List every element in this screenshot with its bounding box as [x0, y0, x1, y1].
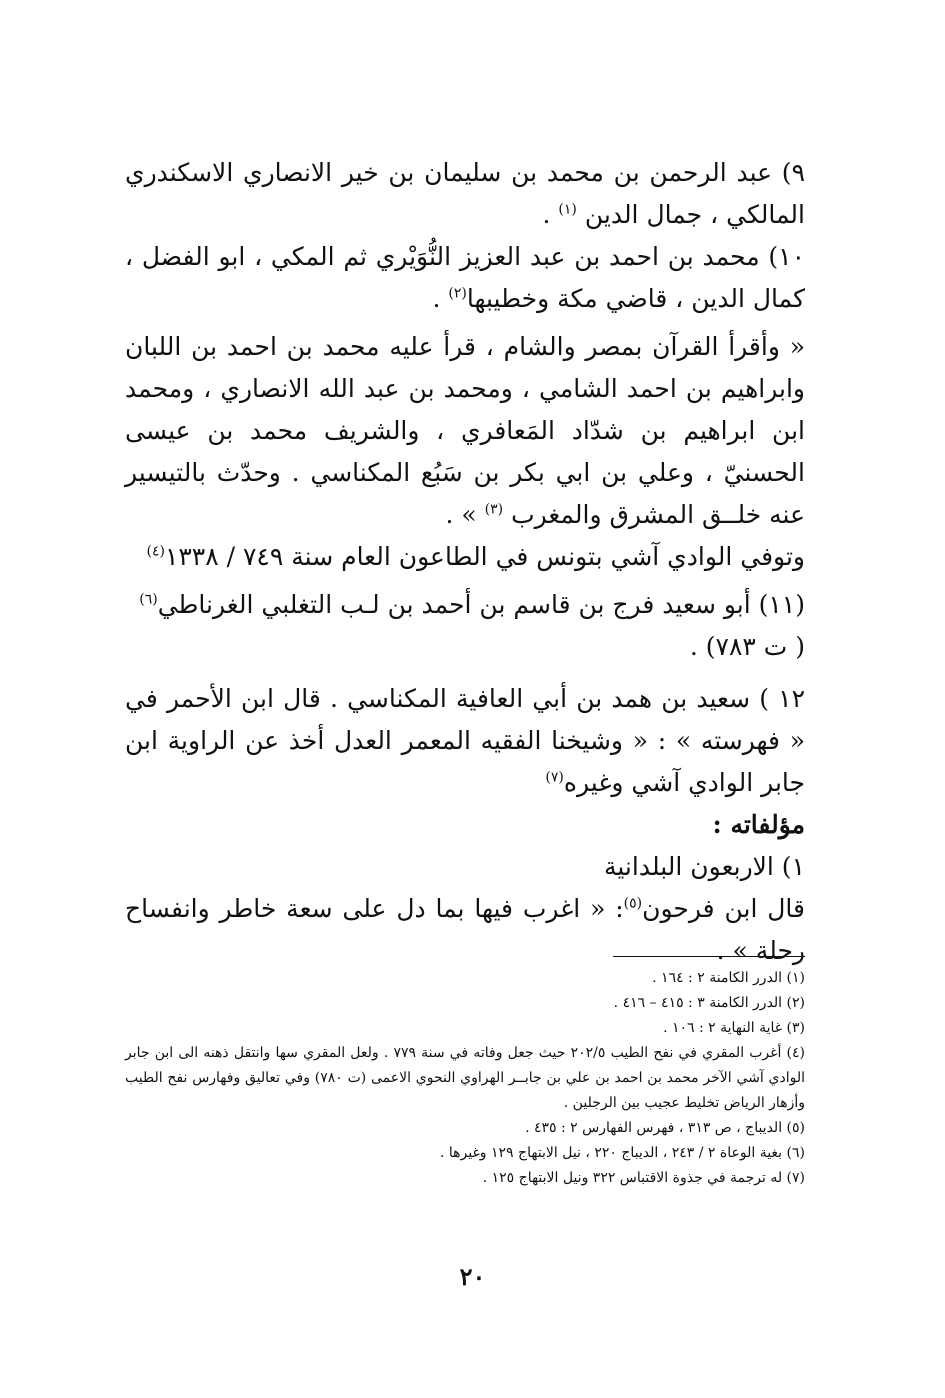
paragraph-death: [125, 536, 805, 578]
entry-9-text: ٩) عبد الرحمن بن محمد بن سليمان بن خير الانصاري الاسكندري المالكي ، جمال الدين: [125, 158, 805, 229]
footnote-ref-3: (٣): [484, 501, 504, 518]
footnote-4: (٤) أغرب المقري في نفح الطيب ٢٠٢/٥ حيث جعل وفاته في سنة ٧٧٩ . ولعل المقري سها وانتقل ذهنه الى ابن جابر الوادي آشي الآخر محمد بن احمد بن علي بن جابــر الهراوي النحوي الاعمى (ت ٧٨٠) وفي تعاليق وفهارس نفح الطيب وأزهار الرياض تخليط عجيب بين الرجلين .: [125, 1045, 806, 1111]
work-1-text: ١) الاربعون البلدانية: [603, 852, 805, 881]
quote-text: « وأقرأ القرآن بمصر والشام ، قرأ عليه محمد بن احمد بن اللبان وابراهيم بن احمد الشامي ، ومحمد بن عبد الله الانصاري ، ومحمد ابن ابراهيم بن شدّاد المَعافري ، والشريف محمد بن عيسى الحسنيّ ، وعلي بن ابي بكر بن سَبُع المكناسي . وحدّث بالتيسير عنه خلــق المشرق والمغرب: [125, 332, 806, 529]
paragraph-entry-11-date: [125, 626, 805, 668]
page-number: ٢٠: [459, 1262, 486, 1291]
paragraph-entry-9: [125, 152, 805, 236]
entry-12-text: ١٢ ) سعيد بن همد بن أبي العافية المكناسي . قال ابن الأحمر في « فهرسته » : « وشيخنا الفقيه المعمر العدل أخذ عن الراوية ابن جابر الوادي آشي وغيره: [125, 684, 805, 797]
footnote-ref-2: (٢): [448, 285, 467, 302]
entry-11-text: (١١) أبو سعيد فرج بن قاسم بن أحمد بن لـب التغلبي الغرناطي: [157, 590, 805, 619]
ibn-farhun-intro: قال ابن فرحون: [642, 894, 805, 923]
paragraph-work-1: [125, 846, 805, 888]
footnote-separator: [613, 956, 805, 957]
paragraph-quote: [125, 326, 805, 536]
footnote-ref-7: (٧): [545, 769, 564, 786]
paragraph-entry-12: [125, 678, 805, 804]
quote-end: » .: [445, 500, 477, 529]
footnote-5: (٥) الديباج ، ص ٣١٣ ، فهرس الفهارس ٢ : ٤٣٥ .: [525, 1120, 805, 1136]
entry-10-end: .: [432, 284, 441, 313]
footnote-ref-6: (٦): [139, 591, 158, 608]
main-text: [125, 152, 805, 972]
footnotes: [125, 966, 805, 1191]
footnote-ref-4: (٤): [146, 543, 165, 560]
entry-9-end: .: [542, 200, 551, 229]
footnote-ref-5: (٥): [623, 895, 643, 912]
footnote-7: (٧) له ترجمة في جذوة الاقتباس ٣٢٢ ونيل الابتهاج ١٢٥ .: [482, 1170, 805, 1186]
footnote-3: (٣) غاية النهاية ٢ : ١٠٦ .: [663, 1020, 805, 1036]
paragraph-entry-11: [125, 584, 805, 626]
death-text: وتوفي الوادي آشي بتونس في الطاعون العام سنة ٧٤٩ / ١٣٣٨: [164, 542, 805, 571]
footnote-1: (١) الدرر الكامنة ٢ : ١٦٤ .: [652, 970, 805, 986]
ibn-farhun-quote: : « اغرب فيها بما دل على سعة خاطر وانفساح رحلة » .: [125, 894, 805, 965]
footnote-2: (٢) الدرر الكامنة ٣ : ٤١٥ – ٤١٦ .: [613, 995, 805, 1011]
footnote-6: (٦) بغية الوعاة ٢ / ٢٤٣ ، الديباج ٢٢٠ ، نيل الابتهاج ١٢٩ وغيرها .: [439, 1145, 805, 1161]
footnote-ref-1: (١): [558, 201, 577, 218]
section-heading: مؤلفاته :: [712, 810, 805, 839]
paragraph-ibn-farhun: [125, 888, 805, 972]
entry-10-text: ١٠) محمد بن احمد بن عبد العزيز النُّوَيْري ثم المكي ، ابو الفضل ، كمال الدين ، قاضي مكة وخطيبها: [125, 242, 805, 313]
paragraph-entry-10: [125, 236, 805, 320]
entry-11-date: ( ت ٧٨٣) .: [689, 632, 805, 661]
